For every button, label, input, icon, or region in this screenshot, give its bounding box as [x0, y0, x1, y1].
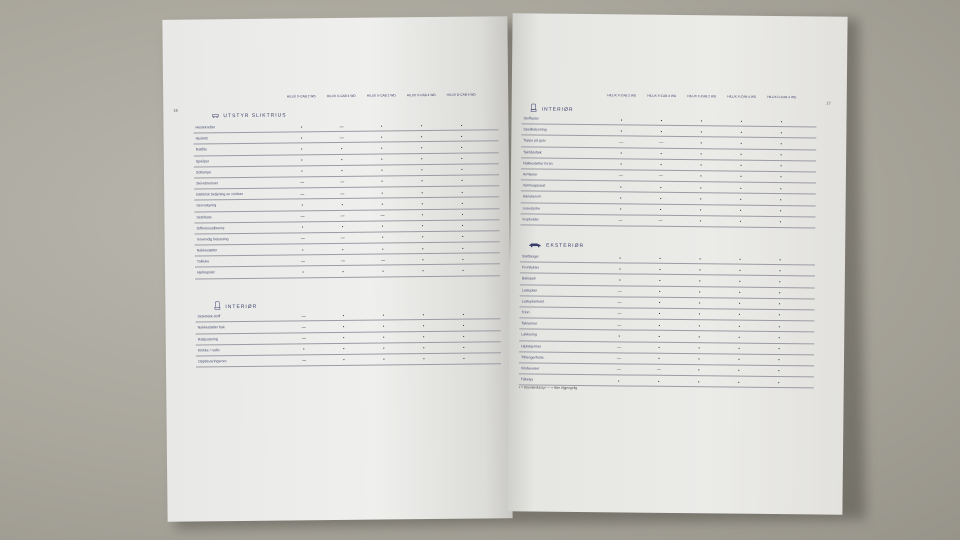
- row-cell: •: [461, 166, 463, 172]
- row-cell: •: [738, 379, 740, 385]
- row-cell: •: [740, 140, 742, 146]
- row-label: Nakkestøtter foran: [523, 161, 553, 166]
- row-label: Setetrekk stoff: [197, 314, 221, 319]
- row-cell: •: [738, 300, 741, 306]
- row-label: Hjulkapsler: [197, 270, 215, 275]
- row-cell: •: [303, 346, 305, 352]
- row-cell: •: [778, 334, 780, 340]
- row-cell: •: [421, 189, 423, 195]
- row-cell: •: [779, 196, 782, 202]
- row-label: Stoffseter: [523, 116, 539, 121]
- row-label: Hestekrefter: [195, 125, 216, 130]
- row-cell: •: [301, 157, 303, 163]
- row-cell: —: [618, 217, 623, 223]
- row-cell: •: [738, 323, 741, 329]
- page-number: 16: [173, 107, 178, 113]
- row-cell: •: [460, 122, 463, 128]
- row-cell: •: [341, 201, 344, 207]
- row-cell: •: [658, 300, 661, 306]
- row-cell: •: [341, 168, 343, 174]
- row-cell: •: [698, 378, 700, 384]
- row-label: Klokke / radio: [197, 347, 220, 353]
- row-cell: •: [460, 133, 463, 139]
- spec-table: [520, 113, 816, 228]
- row-cell: —: [300, 213, 305, 219]
- row-cell: —: [656, 367, 661, 373]
- row-cell: —: [617, 344, 622, 350]
- row-cell: •: [778, 379, 780, 385]
- row-cell: •: [422, 268, 424, 274]
- row-label: Lasteplankant: [521, 299, 545, 304]
- row-cell: •: [698, 300, 701, 306]
- row-cell: •: [778, 290, 781, 296]
- row-cell: •: [658, 288, 661, 294]
- row-cell: •: [658, 333, 660, 339]
- row-cell: •: [462, 311, 465, 317]
- row-cell: •: [421, 212, 424, 218]
- page-number: 17: [826, 100, 831, 106]
- row-cell: •: [380, 134, 383, 140]
- row-cell: •: [619, 266, 621, 272]
- row-cell: —: [340, 257, 345, 263]
- row-cell: •: [658, 322, 661, 328]
- row-label: Lakkering: [521, 332, 537, 337]
- row-cell: •: [383, 345, 385, 351]
- row-cell: •: [740, 118, 743, 124]
- row-cell: •: [739, 207, 742, 213]
- row-cell: •: [659, 266, 661, 272]
- row-cell: •: [779, 208, 782, 214]
- row-cell: •: [619, 254, 621, 260]
- table-row: [520, 214, 815, 228]
- row-cell: —: [658, 173, 663, 179]
- row-label: Rattlås: [195, 147, 207, 152]
- row-cell: •: [382, 246, 384, 252]
- table-row: [196, 353, 501, 367]
- row-label: Teppe på gulv: [523, 138, 546, 143]
- section-title: INTERIØR: [225, 304, 258, 311]
- row-cell: •: [301, 224, 304, 230]
- row-label: Støtfanger: [522, 254, 539, 259]
- row-cell: •: [659, 195, 662, 201]
- row-cell: •: [423, 345, 425, 351]
- row-cell: •: [422, 311, 425, 317]
- row-cell: •: [699, 207, 702, 213]
- row-label: Tilhengerfeste: [520, 355, 544, 360]
- row-cell: •: [698, 345, 700, 351]
- row-cell: •: [619, 206, 622, 212]
- row-cell: •: [699, 278, 701, 284]
- row-cell: •: [699, 218, 702, 224]
- row-label: Nakkestøtter bak: [197, 325, 225, 330]
- row-cell: •: [658, 344, 660, 350]
- row-label: Lasteplan: [521, 287, 538, 293]
- row-cell: •: [342, 268, 344, 274]
- column-header: HILUX X-CAB 2 WD: [607, 93, 637, 98]
- row-cell: •: [381, 234, 384, 240]
- row-cell: •: [618, 333, 620, 339]
- row-cell: —: [616, 366, 621, 372]
- column-header: HILUX D-CAB 4 WD: [767, 94, 797, 100]
- row-cell: •: [461, 178, 463, 184]
- row-cell: •: [343, 357, 345, 363]
- row-label: Tåkelys: [520, 377, 534, 382]
- row-cell: •: [620, 150, 622, 156]
- row-cell: •: [420, 133, 423, 139]
- column-headers: [602, 94, 802, 100]
- row-cell: —: [617, 299, 622, 305]
- row-cell: —: [301, 335, 306, 341]
- row-cell: •: [421, 167, 423, 173]
- row-cell: —: [340, 235, 345, 241]
- row-cell: •: [778, 368, 780, 374]
- row-cell: •: [381, 223, 384, 229]
- row-cell: —: [340, 190, 345, 196]
- row-cell: •: [462, 333, 465, 339]
- row-cell: •: [699, 266, 701, 272]
- row-cell: —: [616, 355, 622, 361]
- row-cell: •: [780, 163, 782, 169]
- row-label: Hjulskjermer: [521, 343, 542, 349]
- column-header: HILUX X-CAB 4 WD: [406, 92, 436, 98]
- row-label: Kopholder: [522, 217, 539, 222]
- row-cell: •: [740, 162, 742, 168]
- row-label: Sotlampe: [195, 170, 212, 175]
- row-cell: •: [341, 224, 344, 230]
- row-cell: •: [463, 356, 465, 362]
- row-label: Varmeapparat: [522, 183, 546, 188]
- row-cell: •: [620, 161, 622, 167]
- legend-text: • = Standardutstyr — = Ikke tilgjengelig: [518, 384, 578, 390]
- row-cell: •: [342, 312, 345, 318]
- row-label: Innvendig belysning: [196, 237, 229, 242]
- row-label: Nakkestøtter: [196, 248, 218, 253]
- row-label: Takrenner: [521, 321, 538, 326]
- row-cell: •: [780, 140, 782, 146]
- row-cell: —: [380, 212, 385, 218]
- row-cell: •: [341, 157, 343, 163]
- row-cell: •: [422, 334, 425, 340]
- row-cell: •: [698, 334, 700, 340]
- row-cell: •: [463, 344, 465, 350]
- row-cell: —: [300, 258, 305, 264]
- row-cell: •: [342, 246, 344, 252]
- row-cell: •: [619, 195, 622, 201]
- row-cell: •: [620, 116, 623, 122]
- row-cell: —: [658, 217, 663, 224]
- row-cell: •: [619, 277, 621, 283]
- row-cell: •: [342, 334, 345, 341]
- row-cell: •: [300, 135, 303, 141]
- row-cell: •: [738, 368, 740, 374]
- row-cell: •: [738, 356, 740, 362]
- row-cell: —: [617, 310, 622, 316]
- spec-table: [195, 308, 501, 367]
- row-cell: •: [738, 312, 741, 318]
- row-cell: •: [698, 367, 700, 373]
- row-label: Hjulsett: [195, 136, 208, 141]
- row-cell: •: [739, 267, 741, 273]
- car-side-icon: [528, 241, 542, 249]
- row-cell: •: [380, 123, 383, 129]
- row-cell: •: [381, 145, 383, 151]
- row-cell: •: [779, 278, 781, 284]
- row-cell: •: [778, 312, 781, 318]
- row-cell: —: [617, 321, 622, 328]
- row-cell: —: [300, 179, 305, 185]
- column-header: HILUX X-CAB 4 WD: [647, 93, 677, 98]
- row-cell: •: [698, 322, 701, 328]
- row-cell: •: [461, 144, 463, 150]
- row-cell: •: [658, 378, 660, 384]
- row-cell: •: [659, 206, 662, 212]
- row-cell: •: [461, 189, 463, 195]
- row-cell: •: [461, 234, 464, 240]
- row-cell: •: [461, 200, 464, 206]
- column-header: HILUX X-CAB 2 WD: [286, 94, 316, 99]
- row-cell: •: [382, 323, 385, 329]
- row-cell: •: [302, 246, 304, 252]
- car-icon: [211, 112, 219, 120]
- row-label: Skivebremser: [196, 181, 219, 186]
- row-cell: •: [700, 184, 702, 190]
- row-cell: —: [340, 179, 345, 185]
- row-cell: —: [619, 139, 624, 145]
- row-cell: •: [383, 356, 385, 362]
- row-cell: •: [301, 146, 303, 152]
- row-label: Elektrisk betjening av vinduer: [196, 192, 243, 197]
- row-cell: •: [382, 312, 385, 318]
- row-label: Hanskerom: [522, 194, 542, 199]
- row-cell: •: [422, 322, 425, 328]
- row-cell: •: [739, 196, 742, 202]
- row-label: Takhåndtak: [523, 149, 542, 155]
- row-label: Speilbelysning: [523, 127, 547, 132]
- section-title: UTSTYR SLIKTRIUS: [223, 112, 287, 120]
- row-cell: •: [301, 168, 303, 174]
- row-cell: •: [423, 356, 425, 362]
- row-cell: •: [779, 256, 781, 262]
- column-header: HILUX X-CAB 2 WD: [366, 93, 396, 98]
- row-cell: •: [660, 184, 662, 190]
- column-header: HILUX X-CAB 2 WD: [687, 94, 717, 99]
- row-label: Rattjustering: [197, 336, 218, 342]
- row-cell: •: [421, 234, 424, 240]
- row-cell: •: [381, 178, 383, 184]
- row-cell: •: [659, 255, 661, 261]
- row-cell: •: [700, 162, 702, 168]
- row-cell: •: [738, 345, 740, 351]
- row-cell: •: [780, 174, 782, 180]
- row-cell: •: [381, 201, 384, 207]
- column-header: HILUX X-CAB 4 WD: [727, 94, 757, 99]
- row-cell: •: [698, 356, 700, 362]
- spec-table: [519, 251, 815, 388]
- row-cell: •: [698, 311, 701, 317]
- row-cell: •: [462, 267, 464, 273]
- row-cell: •: [780, 152, 782, 158]
- row-cell: •: [381, 156, 383, 162]
- column-header: HILUX D-CAB 4 WD: [446, 92, 476, 97]
- row-cell: •: [302, 269, 304, 275]
- row-cell: •: [659, 277, 661, 283]
- row-cell: •: [699, 196, 702, 202]
- row-label: Servostyring: [196, 203, 217, 208]
- row-cell: •: [658, 355, 660, 362]
- row-cell: —: [340, 212, 345, 218]
- row-cell: —: [301, 357, 306, 363]
- row-label: Setefeste: [196, 214, 212, 219]
- row-cell: •: [738, 289, 741, 295]
- row-cell: —: [617, 288, 622, 294]
- row-cell: •: [740, 129, 743, 135]
- row-cell: •: [780, 129, 783, 135]
- row-cell: •: [382, 268, 384, 274]
- row-cell: •: [341, 145, 343, 151]
- column-headers: [281, 93, 481, 99]
- row-cell: •: [660, 117, 663, 123]
- row-cell: •: [620, 184, 622, 190]
- row-cell: •: [700, 117, 703, 123]
- row-cell: —: [618, 172, 623, 178]
- row-cell: •: [778, 346, 780, 352]
- section-heading: [528, 241, 584, 250]
- row-cell: •: [699, 255, 701, 261]
- row-cell: •: [700, 173, 702, 179]
- row-label: Frontlykter: [521, 265, 539, 270]
- row-cell: •: [421, 144, 423, 150]
- row-label: Trinn: [521, 310, 530, 315]
- row-cell: —: [300, 190, 305, 197]
- row-cell: •: [618, 377, 620, 383]
- row-cell: •: [381, 167, 383, 173]
- row-cell: •: [422, 256, 424, 262]
- row-label: Bakspeil: [521, 276, 536, 281]
- row-cell: •: [740, 151, 742, 157]
- row-cell: •: [301, 202, 304, 208]
- row-cell: •: [462, 256, 464, 262]
- row-label: Armlener: [522, 172, 538, 177]
- row-cell: •: [700, 128, 703, 134]
- spec-table: [193, 119, 500, 279]
- row-cell: •: [421, 200, 424, 206]
- row-cell: •: [422, 245, 424, 251]
- column-header: HILUX X-CAB 4 WD: [326, 93, 356, 99]
- row-cell: •: [461, 155, 463, 161]
- section-title: INTERIØR: [541, 106, 574, 113]
- row-cell: •: [342, 323, 345, 329]
- row-cell: •: [658, 311, 661, 317]
- row-cell: •: [421, 223, 424, 229]
- row-label: Lesestyrke: [522, 205, 540, 211]
- row-cell: •: [620, 128, 623, 134]
- row-cell: •: [462, 245, 464, 251]
- row-cell: •: [660, 162, 662, 168]
- row-cell: •: [461, 211, 464, 217]
- row-cell: •: [739, 218, 742, 224]
- row-cell: •: [421, 156, 423, 162]
- row-label: Differensialbrems: [196, 225, 225, 231]
- row-cell: •: [779, 267, 781, 273]
- row-cell: •: [700, 151, 702, 157]
- row-cell: •: [778, 323, 781, 329]
- row-cell: •: [778, 357, 780, 363]
- row-cell: •: [382, 334, 385, 340]
- row-cell: •: [420, 122, 423, 128]
- row-cell: •: [421, 178, 423, 184]
- row-cell: •: [300, 123, 303, 129]
- row-cell: •: [381, 190, 383, 196]
- row-cell: •: [778, 301, 781, 307]
- row-cell: •: [698, 289, 701, 295]
- row-cell: —: [301, 313, 306, 319]
- row-cell: •: [780, 118, 783, 124]
- row-cell: —: [339, 134, 344, 140]
- row-label: Oppbevaringsrom: [197, 359, 227, 364]
- row-cell: •: [738, 334, 740, 340]
- row-cell: •: [779, 219, 782, 225]
- left-page: [162, 16, 512, 522]
- row-cell: •: [700, 140, 703, 146]
- row-cell: •: [740, 185, 742, 191]
- row-label: Speilpar: [195, 158, 210, 164]
- row-cell: •: [780, 185, 782, 191]
- row-cell: —: [300, 235, 305, 241]
- row-cell: •: [462, 322, 465, 328]
- row-cell: •: [739, 256, 741, 262]
- right-page: [507, 13, 847, 514]
- section-title: EKSTERIØR: [546, 242, 585, 250]
- row-cell: •: [343, 346, 345, 352]
- row-label: Takluke: [196, 259, 210, 264]
- row-cell: •: [660, 128, 663, 134]
- table-row: [195, 265, 500, 279]
- row-cell: •: [461, 222, 464, 228]
- row-cell: —: [659, 139, 664, 145]
- row-label: Vindavviser: [520, 366, 540, 371]
- section-heading: [211, 112, 286, 121]
- row-cell: —: [339, 123, 344, 129]
- row-cell: —: [380, 257, 385, 263]
- row-cell: •: [660, 150, 662, 156]
- row-cell: —: [301, 324, 306, 330]
- row-cell: •: [739, 278, 741, 284]
- row-cell: •: [740, 174, 742, 180]
